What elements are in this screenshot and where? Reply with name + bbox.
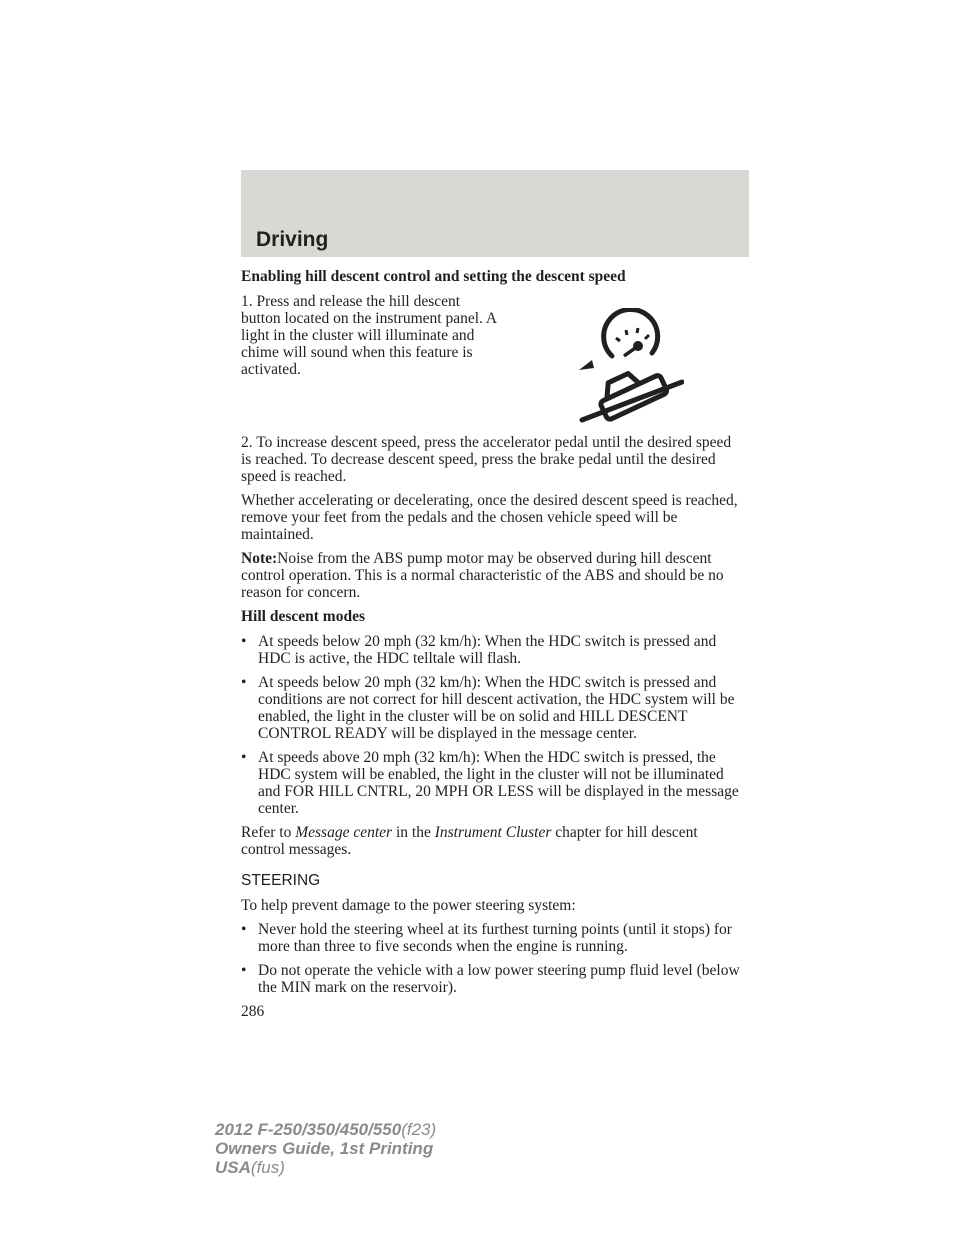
steering-intro: To help prevent damage to the power steering system: <box>241 897 576 914</box>
footer-line-printing: Owners Guide, 1st Printing <box>215 1139 434 1158</box>
list-item: • Do not operate the vehicle with a low power steering pump fluid level (below the MIN mark on the reservoir). <box>241 962 740 996</box>
message-center-reference: Message center <box>295 824 393 841</box>
note-paragraph <box>241 550 741 601</box>
page-number: 286 <box>241 1003 265 1020</box>
steering-list <box>241 921 741 996</box>
step2-text: 2. To increase descent speed, press the accelerator pedal until the desired speed is reached. To decrease descent speed, press the brake pedal until the desired speed is reached. <box>241 434 732 485</box>
page-content <box>241 268 741 1020</box>
bullet-icon: • <box>241 674 247 691</box>
instrument-cluster-reference: Instrument Cluster <box>434 824 552 841</box>
footer-line-model: 2012 F-250/350/450/550(f23) <box>215 1120 437 1139</box>
bullet-icon: • <box>241 962 247 979</box>
step1-block <box>241 293 741 428</box>
note-text: Noise from the ABS pump motor may be observed during hill descent control operation. This is a normal characteristic of the ABS and should be no reason for concern. <box>241 550 724 601</box>
document-footer <box>215 1120 436 1177</box>
list-item: • At speeds above 20 mph (32 km/h): When the HDC switch is pressed, the HDC system will be enabled, the light in the cluster will not be illuminated and FOR HILL CNTRL, 20 MPH OR LESS will be displayed in the message center. <box>241 749 739 817</box>
list-item: • Never hold the steering wheel at its furthest turning points (until it stops) for more than three to five seconds when the engine is running. <box>241 921 732 955</box>
section-title: Driving <box>256 228 329 251</box>
refer-paragraph: Refer to Message center in the Instrument Cluster chapter for hill descent control messages. <box>241 824 698 858</box>
modes-list <box>241 633 741 817</box>
bullet-icon: • <box>241 749 247 766</box>
heading-hill-descent-modes: Hill descent modes <box>241 608 365 625</box>
footer-line-market: USA(fus) <box>215 1158 285 1177</box>
step1-text: 1. Press and release the hill descent button located on the instrument panel. A light in the cluster will illuminate and chime will sound when this feature is activated. <box>241 293 497 378</box>
list-item: • At speeds below 20 mph (32 km/h): When the HDC switch is pressed and HDC is active, the HDC telltale will flash. <box>241 633 717 667</box>
maintain-paragraph: Whether accelerating or decelerating, once the desired descent speed is reached, remove your feet from the pedals and the chosen vehicle speed will be maintained. <box>241 492 738 543</box>
list-item: • At speeds below 20 mph (32 km/h): When the HDC switch is pressed and conditions are not correct for hill descent activation, the HDC system will be enabled, the light in the cluster will be on solid and HILL DESCENT CONTROL READY will be displayed in the message center. <box>241 674 735 742</box>
heading-enable-hdc: Enabling hill descent control and setting the descent speed <box>241 268 626 285</box>
heading-steering: STEERING <box>241 872 321 889</box>
bullet-icon: • <box>241 633 247 650</box>
hill-descent-control-icon <box>572 308 684 426</box>
bullet-icon: • <box>241 921 247 938</box>
note-label: Note: <box>241 550 278 567</box>
